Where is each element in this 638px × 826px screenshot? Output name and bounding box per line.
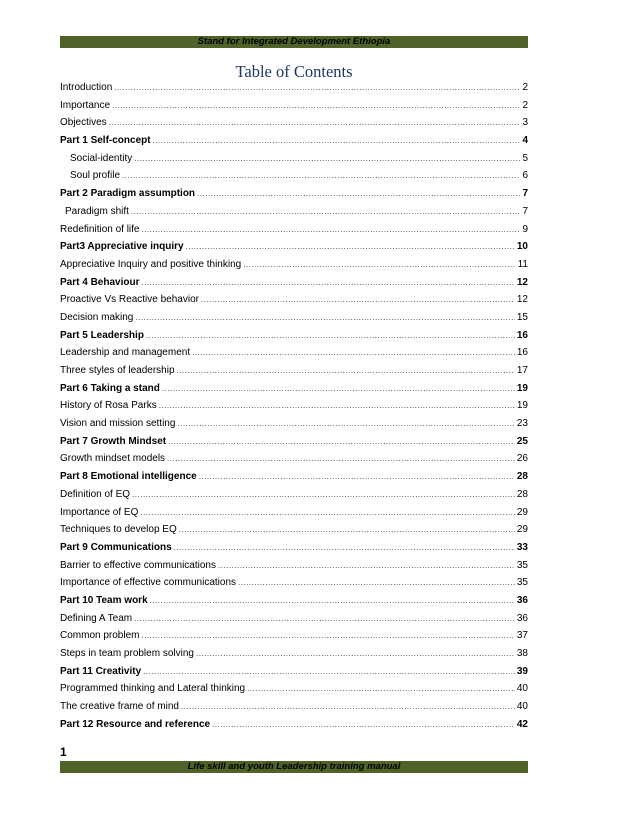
toc-entry[interactable]: [60, 383, 528, 401]
toc-title: Table of Contents: [235, 62, 353, 81]
toc-entry-page: 7: [522, 205, 528, 217]
toc-entry[interactable]: [60, 595, 528, 613]
toc-leader-dots: [212, 720, 515, 729]
toc-entry-title: Three styles of leadership: [60, 365, 175, 376]
toc-entry-page: 11: [517, 258, 528, 270]
toc-entry[interactable]: [60, 312, 528, 330]
toc-entry-page: 36: [516, 594, 528, 606]
toc-entry-title: The creative frame of mind: [60, 701, 179, 713]
toc-entry[interactable]: [60, 453, 528, 471]
toc-entry-page: 25: [516, 435, 528, 447]
toc-entry[interactable]: [60, 82, 528, 100]
toc-entry-title: History of Rosa Parks: [60, 400, 157, 412]
toc-entry-page: 2: [522, 82, 528, 93]
toc-entry-page: 29: [516, 524, 528, 536]
toc-leader-dots: [141, 631, 514, 640]
page-number: 1: [60, 745, 67, 759]
toc-leader-dots: [196, 649, 515, 658]
toc-entry-title: Importance: [60, 99, 111, 111]
toc-entry[interactable]: [60, 170, 528, 188]
toc-leader-dots: [218, 561, 515, 570]
toc-leader-dots: [132, 490, 515, 499]
toc-entry-page: 39: [516, 665, 528, 677]
toc-leader-dots: [177, 419, 514, 428]
toc-leader-dots: [197, 189, 520, 198]
toc-entry-title: Part 1 Self-concept: [60, 135, 151, 147]
toc-entry-page: 3: [522, 117, 528, 129]
toc-leader-dots: [199, 472, 515, 481]
toc-entry[interactable]: [60, 224, 528, 242]
toc-entry[interactable]: [60, 701, 528, 719]
toc-entry[interactable]: [60, 666, 528, 684]
toc-entry-title: Soul profile: [70, 170, 121, 182]
toc-entry-title: Leadership and management: [60, 347, 191, 359]
toc-entry[interactable]: [60, 100, 528, 118]
toc-leader-dots: [142, 225, 521, 234]
toc-leader-dots: [181, 702, 515, 711]
toc-entry-page: 19: [516, 400, 528, 412]
toc-entry-page: 28: [516, 488, 528, 500]
toc-entry-page: 37: [516, 630, 528, 642]
toc-entry-page: 7: [522, 188, 528, 200]
toc-leader-dots: [134, 614, 515, 623]
toc-entry-title: Growth mindset models: [60, 453, 166, 465]
toc-entry-page: 16: [516, 347, 528, 359]
toc-entry[interactable]: [60, 400, 528, 418]
toc-entry[interactable]: [60, 241, 528, 259]
toc-entry-title: Part 12 Resource and reference: [60, 718, 211, 730]
toc-entry-page: 29: [516, 506, 528, 518]
toc-entry-title: Part 10 Team work: [60, 594, 148, 606]
toc-entry[interactable]: [60, 560, 528, 578]
toc-entry-title: Introduction: [60, 82, 113, 93]
toc-entry-title: Decision making: [60, 311, 134, 323]
header-text: Stand for Integrated Development Ethiopia: [197, 36, 391, 47]
table-of-contents: [60, 82, 528, 736]
toc-leader-dots: [150, 596, 515, 605]
toc-entry-page: 36: [516, 612, 528, 624]
toc-entry-title: Definition of EQ: [60, 488, 131, 500]
toc-entry[interactable]: [60, 630, 528, 648]
toc-entry[interactable]: [60, 524, 528, 542]
toc-entry-page: 16: [516, 329, 528, 341]
toc-leader-dots: [162, 384, 515, 393]
toc-entry-title: Steps in team problem solving: [60, 648, 194, 659]
toc-entry-page: 35: [516, 577, 528, 589]
footer-text: Life skill and youth Leadership training manual: [187, 761, 401, 772]
toc-entry[interactable]: [60, 188, 528, 206]
toc-entry-title: Proactive Vs Reactive behavior: [60, 294, 199, 306]
toc-entry[interactable]: [60, 648, 528, 666]
toc-entry[interactable]: [60, 489, 528, 507]
toc-entry-page: 42: [516, 718, 528, 730]
toc-entry[interactable]: [60, 330, 528, 348]
toc-entry[interactable]: [60, 117, 528, 135]
toc-leader-dots: [179, 525, 515, 534]
toc-leader-dots: [122, 171, 520, 180]
toc-entry[interactable]: [60, 613, 528, 631]
toc-leader-dots: [112, 101, 520, 110]
toc-entry-title: Importance of EQ: [60, 506, 139, 518]
toc-entry[interactable]: [60, 507, 528, 525]
toc-entry[interactable]: [60, 542, 528, 560]
toc-leader-dots: [201, 295, 515, 304]
toc-leader-dots: [243, 260, 515, 269]
toc-leader-dots: [174, 543, 515, 552]
toc-entry-title: Part 4 Behaviour: [60, 276, 140, 288]
toc-entry[interactable]: [60, 259, 528, 277]
toc-leader-dots: [177, 366, 515, 375]
toc-entry[interactable]: [60, 683, 528, 701]
toc-leader-dots: [153, 136, 521, 145]
toc-entry-title: Part 11 Creativity: [60, 665, 142, 677]
toc-entry[interactable]: [60, 347, 528, 365]
toc-leader-dots: [192, 348, 515, 357]
toc-entry-title: Part 9 Communications: [60, 541, 172, 553]
toc-leader-dots: [131, 207, 521, 216]
toc-entry[interactable]: [60, 294, 528, 312]
toc-entry-page: 2: [522, 99, 528, 111]
toc-entry-page: 4: [522, 135, 528, 147]
toc-entry-page: 10: [516, 241, 528, 253]
toc-entry-title: Social-identity: [70, 152, 133, 164]
toc-entry-page: 17: [516, 365, 528, 376]
toc-entry-page: 28: [516, 471, 528, 483]
toc-entry-title: Part 7 Growth Mindset: [60, 435, 167, 447]
toc-entry-title: Part 6 Taking a stand: [60, 382, 160, 394]
toc-entry-title: Techniques to develop EQ: [60, 524, 177, 536]
toc-entry-page: 26: [516, 453, 528, 465]
toc-entry-page: 6: [522, 170, 528, 182]
toc-entry-page: 33: [516, 541, 528, 553]
toc-leader-dots: [167, 454, 515, 463]
toc-entry[interactable]: [60, 418, 528, 436]
toc-entry-page: 9: [522, 223, 528, 235]
toc-entry[interactable]: [60, 577, 528, 595]
toc-entry-page: 19: [516, 382, 528, 394]
toc-entry-page: 40: [516, 683, 528, 695]
toc-entry-title: Paradigm shift: [65, 205, 129, 217]
toc-leader-dots: [168, 437, 515, 446]
toc-entry-title: Importance of effective communications: [60, 577, 237, 589]
toc-entry[interactable]: [60, 719, 528, 737]
toc-leader-dots: [146, 331, 515, 340]
toc-entry[interactable]: [60, 153, 528, 171]
toc-entry-page: 35: [516, 559, 528, 571]
toc-entry-title: Part3 Appreciative inquiry: [60, 241, 184, 253]
toc-entry-page: 15: [516, 311, 528, 323]
toc-entry-title: Appreciative Inquiry and positive thinking: [60, 258, 242, 270]
toc-entry-title: Barrier to effective communications: [60, 559, 216, 571]
toc-entry-page: 23: [516, 418, 528, 430]
toc-leader-dots: [141, 278, 514, 287]
toc-leader-dots: [114, 83, 520, 92]
toc-entry[interactable]: [60, 436, 528, 454]
toc-leader-dots: [134, 154, 520, 163]
toc-entry[interactable]: [60, 471, 528, 489]
toc-entry-title: Redefinition of life: [60, 223, 140, 235]
toc-leader-dots: [159, 401, 515, 410]
toc-entry-title: Common problem: [60, 630, 140, 642]
toc-leader-dots: [186, 242, 515, 251]
toc-entry[interactable]: [60, 135, 528, 153]
toc-entry[interactable]: [60, 206, 528, 224]
toc-entry-page: 40: [516, 701, 528, 713]
toc-entry-page: 12: [516, 294, 528, 306]
toc-entry-page: 5: [522, 152, 528, 164]
toc-leader-dots: [135, 313, 515, 322]
toc-leader-dots: [140, 508, 515, 517]
toc-entry-page: 12: [516, 276, 528, 288]
toc-entry-title: Defining A Team: [60, 612, 133, 624]
toc-leader-dots: [247, 684, 515, 693]
toc-entry[interactable]: [60, 277, 528, 295]
toc-leader-dots: [238, 578, 515, 587]
toc-leader-dots: [109, 118, 521, 127]
toc-entry-title: Vision and mission setting: [60, 418, 176, 430]
toc-entry-title: Part 5 Leadership: [60, 329, 144, 341]
toc-entry-title: Part 2 Paradigm assumption: [60, 188, 196, 200]
toc-entry-title: Objectives: [60, 117, 107, 129]
toc-entry-title: Part 8 Emotional intelligence: [60, 471, 197, 483]
toc-entry-page: 38: [516, 648, 528, 659]
toc-entry[interactable]: [60, 365, 528, 383]
toc-leader-dots: [143, 667, 515, 676]
toc-entry-title: Programmed thinking and Lateral thinking: [60, 683, 246, 695]
